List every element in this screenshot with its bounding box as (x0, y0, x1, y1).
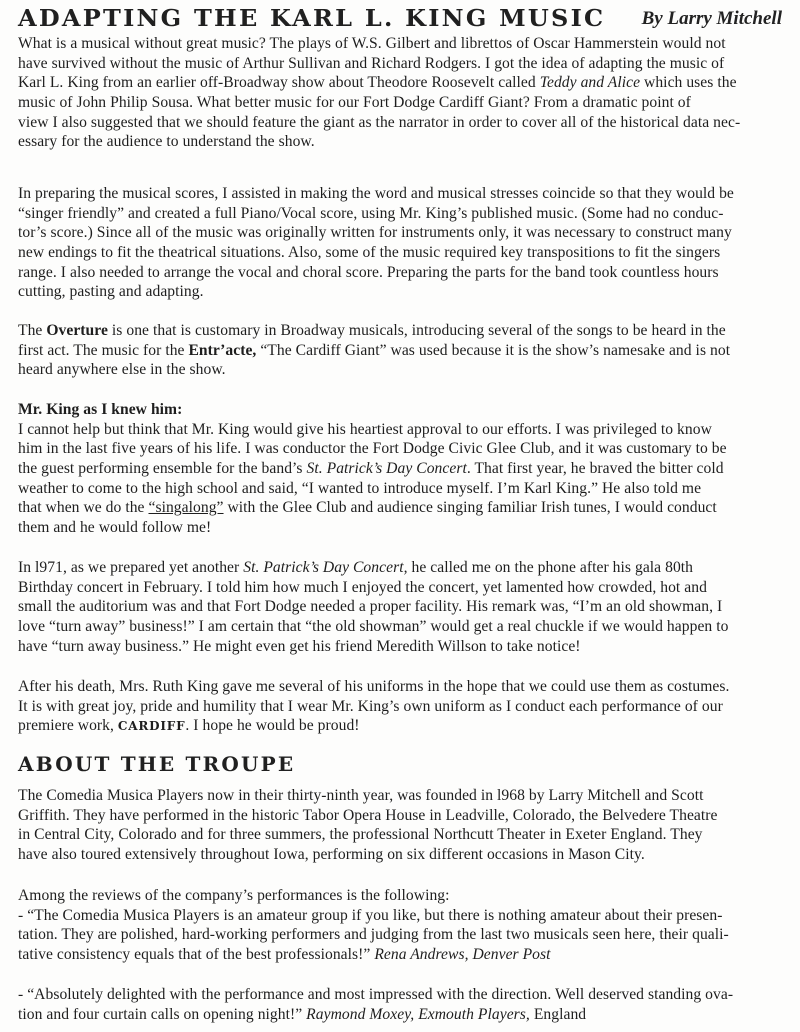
text-line: small the auditorium was and that Fort Dodge needed a proper facility. His remark was, “I’m an old showman, I (18, 598, 723, 616)
text-line: “singer friendly” and created a full Piano/Vocal score, using Mr. King’s published music. (Some had no conduc- (18, 204, 724, 222)
text-line: him in the last five years of his life. I was conductor the Fort Dodge Civic Glee Club, and it was customary to be (18, 440, 727, 458)
text-line: love “turn away” business!” I am certain that “the old showman” would get a real chuckle if we would happen to (18, 618, 729, 636)
text-line: What is a musical without great music? The plays of W.S. Gilbert and librettos of Oscar Hammerstein would not (18, 35, 726, 52)
paragraph-scores (18, 184, 788, 302)
text-span: The (18, 322, 47, 339)
text-line: I cannot help but think that Mr. King would give his heartiest approval to our efforts. I was privileged to know (18, 420, 712, 438)
review-line: - “The Comedia Musica Players is an amateur group if you like, but there is nothing amateur about their presen- (18, 906, 723, 924)
paragraph-intro (18, 34, 788, 152)
text-span: with the Glee Club and audience singing familiar Irish tunes, I would conduct (223, 499, 717, 517)
review-line (18, 1005, 788, 1025)
text-line (18, 73, 788, 93)
text-line: have also toured extensively throughout Iowa, performing on six different occasions in Mason City. (18, 846, 645, 864)
text-span: Karl L. King from an earlier off-Broadway show about Theodore Roosevelt called (18, 74, 540, 92)
text-span: is one that is customary in Broadway musicals, introducing several of the songs to be heard in the (107, 322, 726, 339)
entracte-bold: Entr’acte, (188, 341, 257, 359)
paragraph-reviews (18, 886, 788, 965)
subheading: Mr. King as I knew him: (18, 401, 183, 418)
review-attribution: Raymond Moxey, Exmouth Players, (306, 1005, 530, 1023)
paragraph-1971 (18, 558, 788, 656)
text-line (18, 341, 788, 361)
text-line (18, 558, 788, 578)
review-line: tation. They are polished, hard-working performers and judging from the last two musicals seen here, their quali- (18, 926, 729, 944)
text-line: range. I also needed to arrange the vocal and choral score. Preparing the parts for the band took countless hours (18, 263, 719, 281)
text-line: It is with great joy, pride and humility that I wear Mr. King’s own uniform as I conduct each performance of our (18, 697, 723, 715)
paragraph-troupe (18, 786, 788, 865)
text-span: In l971, as we prepared yet another (18, 559, 244, 576)
text-line: have “turn away business.” He might even get his friend Meredith Willson to take notice! (18, 637, 581, 655)
text-span: . I hope he would be proud! (185, 717, 360, 735)
text-line: new endings to fit the theatrical situations. Also, some of the music required key transpositions to fit the singers (18, 244, 721, 262)
paragraph-uniforms (18, 677, 788, 736)
text-line: cutting, pasting and adapting. (18, 283, 204, 301)
text-line: essary for the audience to understand the show. (18, 133, 315, 151)
text-line: weather to come to the high school and said, “I wanted to introduce myself. I’m Karl King.” He also told me (18, 479, 702, 497)
text-span: which uses the (640, 74, 737, 92)
show-title-italic: Teddy and Alice (539, 74, 641, 92)
paragraph-review-2 (18, 985, 788, 1024)
concert-title-italic: St. Patrick’s Day Concert, (243, 559, 408, 576)
text-line: in Central City, Colorado and for three summers, the professional Northcutt Theater in Exeter England. They (18, 826, 703, 844)
text-line: have survived without the music of Arthur Sullivan and Richard Rodgers. I got the idea of adapting the music of (18, 54, 725, 72)
text-span: tion and four curtain calls on opening night!” (18, 1005, 307, 1023)
text-span: the guest performing ensemble for the band’s (18, 460, 307, 478)
text-line: music of John Philip Sousa. What better music for our Fort Dodge Cardiff Giant? From a dramatic point of (18, 94, 691, 112)
review-line (18, 945, 788, 965)
text-line (18, 459, 788, 479)
review-line: - “Absolutely delighted with the performance and most impressed with the direction. Well deserved standing ova- (18, 986, 734, 1003)
text-line (18, 498, 788, 518)
section-title-troupe: ABOUT THE TROUPE (18, 752, 296, 776)
text-span: tative consistency equals that of the best professionals!” (18, 946, 375, 964)
review-attribution: Rena Andrews, Denver Post (374, 946, 551, 964)
text-line: The Comedia Musica Players now in their thirty-ninth year, was founded in l968 by Larry Mitchell and Scott (18, 787, 704, 804)
text-line: After his death, Mrs. Ruth King gave me several of his uniforms in the hope that we could use them as costumes. (18, 678, 730, 695)
overture-bold: Overture (46, 322, 108, 339)
cardiff-smallcaps: CARDIFF (117, 719, 186, 734)
paragraph-mr-king (18, 400, 788, 538)
text-line: Griffith. They have performed in the historic Tabor Opera House in Leadville, Colorado, the Belvedere Theatre (18, 806, 718, 824)
text-line (18, 321, 788, 341)
text-line: view I also suggested that we should feature the giant as the narrator in order to cover all of the historical data nec- (18, 113, 741, 131)
text-span: “The Cardiff Giant” was used because it is the show’s namesake and is not (256, 341, 731, 359)
text-line: heard anywhere else in the show. (18, 361, 226, 379)
text-line: tor’s score.) Since all of the music was originally written for instruments only, it was necessary to construct many (18, 224, 732, 242)
text-span: first act. The music for the (18, 341, 189, 359)
article-title: ADAPTING THE KARL L. KING MUSIC (18, 4, 606, 32)
text-line: them and he would follow me! (18, 519, 212, 537)
text-span: he called me on the phone after his gala 80th (407, 559, 694, 576)
paragraph-overture (18, 321, 788, 380)
text-span: that when we do the (18, 499, 149, 517)
text-line: Birthday concert in February. I told him how much I enjoyed the concert, yet lamented how crowded, hot and (18, 578, 707, 596)
singalong-underlined: “singalong” (148, 499, 224, 517)
text-span: premiere work, (18, 717, 118, 735)
text-span: England (529, 1005, 587, 1023)
reviews-intro: Among the reviews of the company’s performances is the following: (18, 887, 450, 904)
text-line: In preparing the musical scores, I assisted in making the word and musical stresses coincide so that they would be (18, 185, 734, 202)
author-byline: By Larry Mitchell (641, 8, 782, 29)
text-line (18, 716, 788, 736)
concert-title-italic: St. Patrick’s Day Concert (306, 460, 467, 478)
text-span: . That first year, he braved the bitter cold (466, 460, 724, 478)
